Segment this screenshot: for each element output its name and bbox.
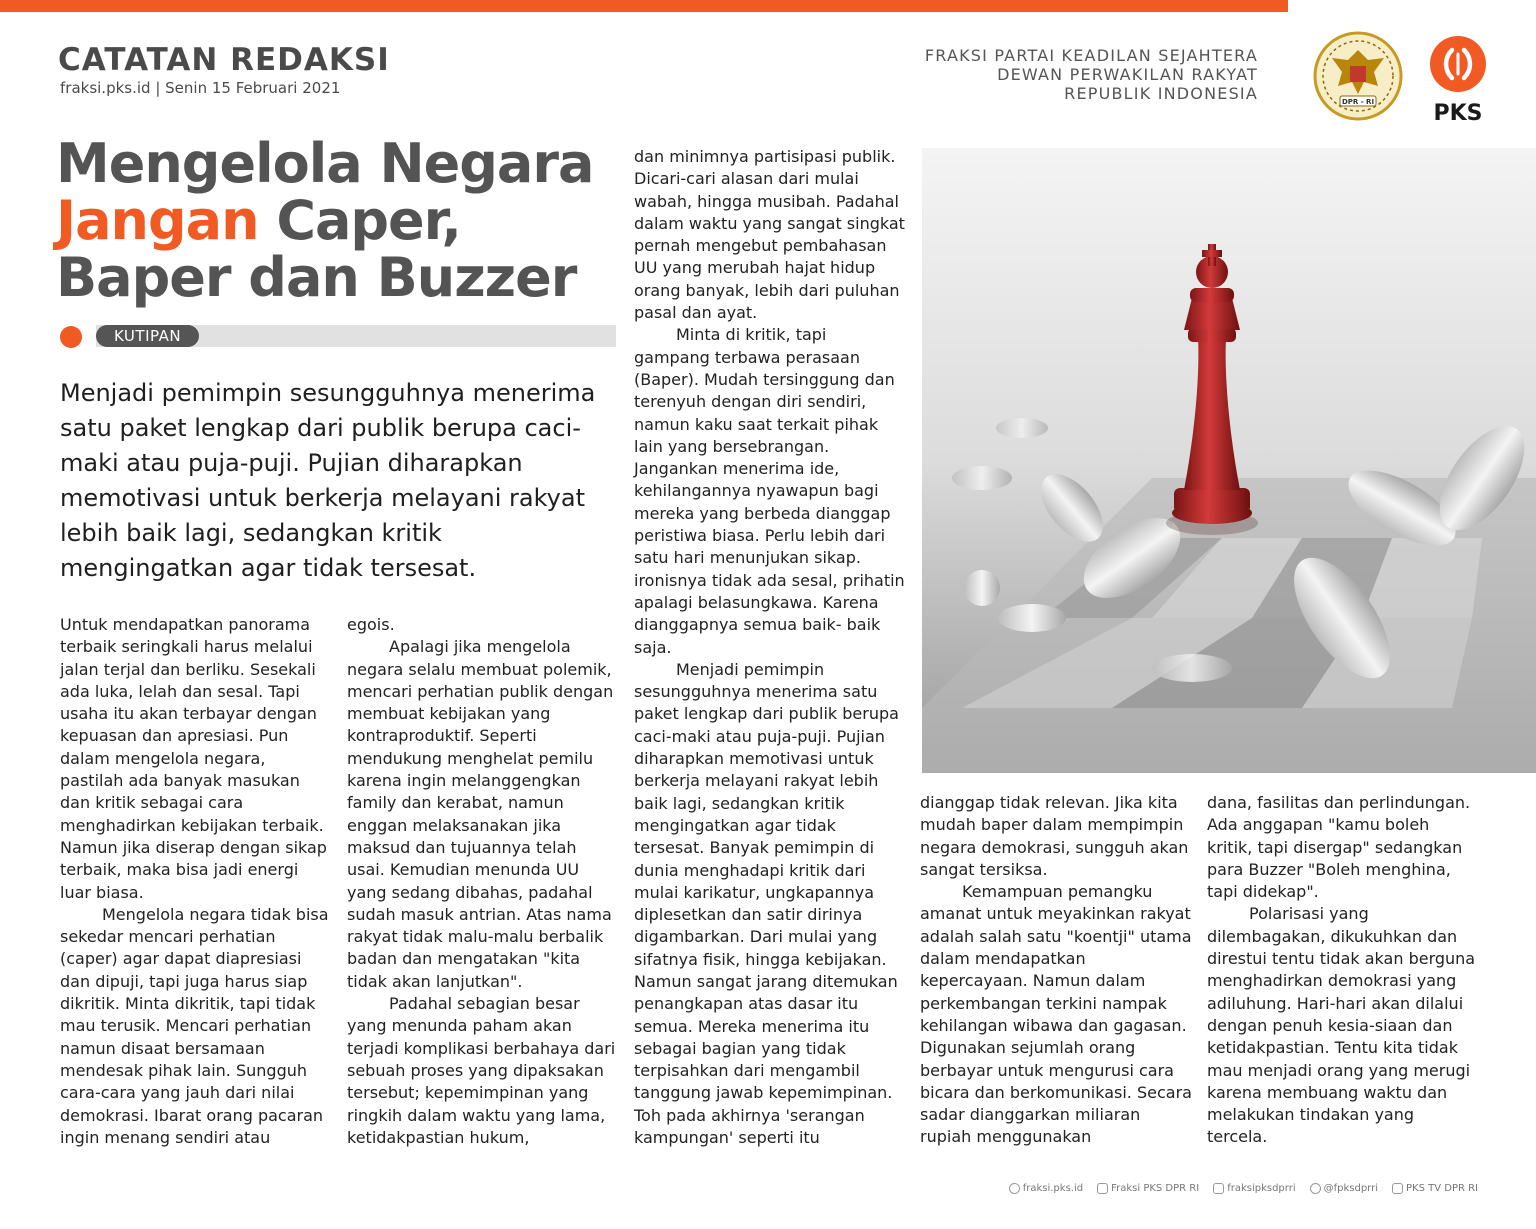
facebook-icon xyxy=(1097,1183,1108,1194)
section-title: CATATAN REDAKSI xyxy=(58,42,390,78)
paragraph: Apalagi jika mengelola negara selalu membuat polemik, mencari perhatian publik dengan membuat kebijakan yang kontraproduktif. Seperti mendukung menghelat pemilu karena ingin melanggengkan family dan kerabat, namun enggan melaksanakan jika maksud dan tujuannya telah usai. Kemudian menunda UU yang sedang dibahas, padahal sudah masuk antrian. Atas nama rakyat tidak malu-malu berbalik badan dan mengatakan "kita tidak akan lanjutkan". xyxy=(347,637,614,991)
globe-icon xyxy=(1009,1183,1020,1194)
body-column-5 xyxy=(1207,792,1479,1149)
paragraph: Mengelola negara tidak bisa sekedar mencari perhatian (caper) agar dapat diapresiasi dan dipuji, tapi juga harus siap dikritik. Minta dikritik, tapi tidak mau terusik. Mencari perhatian namun disaat bersamaan mendesak pihak lain. Sungguh cara-cara yang jauh dari nilai demokrasi. Ibarat orang pacaran ingin menang sendiri atau xyxy=(60,904,329,1147)
social-footer xyxy=(1009,1183,1478,1194)
instagram-icon xyxy=(1213,1183,1224,1194)
footer-website[interactable] xyxy=(1009,1183,1083,1194)
headline-line-3: Baper dan Buzzer xyxy=(56,246,577,309)
paragraph: egois. xyxy=(347,615,395,634)
pks-logo xyxy=(1424,34,1494,124)
footer-twitter[interactable] xyxy=(1310,1183,1378,1194)
org-line: FRAKSI PARTAI KEADILAN SEJAHTERA xyxy=(924,46,1258,65)
paragraph: Padahal sebagian besar yang menunda paham akan terjadi komplikasi berbahaya dari sebuah proses yang dipaksakan tersebut; kepemimpinan yang ringkih dalam waktu yang lama, ketidakpastian hukum, xyxy=(347,994,616,1147)
paragraph: Minta di kritik, tapi gampang terbawa perasaan (Baper). Mudah tersinggung dan terenyuh dengan diri sendiri, namun kaku saat terkait pihak lain yang bersebrangan. Jangankan menerima ide, kehilangannya nyawapun bagi mereka yang berbeda dianggap peristiwa biasa. Perlu lebih dari satu hari menunjukan sikap. ironisnya tidak ada sesal, prihatin apalagi belasungkawa. Karena dianggapnya semua baik- baik saja. xyxy=(634,325,905,657)
footer-website-label: fraksi.pks.id xyxy=(1022,1183,1084,1194)
pks-logo-text: PKS xyxy=(1433,101,1483,124)
footer-youtube[interactable] xyxy=(1392,1183,1478,1194)
body-column-4 xyxy=(920,792,1192,1149)
dpr-ri-emblem-logo xyxy=(1312,30,1404,122)
footer-twitter-label: @fpksdprri xyxy=(1323,1183,1378,1194)
kutipan-label: KUTIPAN xyxy=(96,325,199,347)
youtube-icon xyxy=(1392,1183,1403,1194)
headline xyxy=(56,132,594,309)
paragraph: Polarisasi yang dilembagakan, dikukuhkan dan direstui tentu tidak akan berguna menghadirkan demokrasi yang adiluhung. Hari-hari akan dilalui dengan penuh kesia-siaan dan ketidakpastian. Tentu kita tidak mau menjadi orang yang merugi karena membuang waktu dan melakukan tindakan yang tercela. xyxy=(1207,904,1476,1147)
body-column-1 xyxy=(60,614,332,1149)
footer-facebook[interactable] xyxy=(1097,1183,1199,1194)
body-column-3 xyxy=(634,146,906,1149)
paragraph: Menjadi pemimpin sesungguhnya menerima satu paket lengkap dari publik berupa caci-maki atau puja-puji. Pujian diharapkan memotivasi untuk berkerja melayani rakyat lebih baik lagi, sedangkan kritik mengingatkan agar tidak tersesat. Banyak pemimpin di dunia menghadapi kritik dari mulai karikatur, ungkapannya diplesetkan dan satir dirinya digambarkan. Dari mulai yang sifatnya fisik, hingga kebijakan. Namun sangat jarang ditemukan penangkapan atas dasar itu semua. Mereka menerima itu sebagai bagian yang tidak terpisahkan dari mengambil tanggung jawab kepemimpinan. Toh pada akhirnya 'serangan kampungan' seperti itu xyxy=(634,659,899,1148)
paragraph: dianggap tidak relevan. Jika kita mudah baper dalam mempimpin negara demokrasi, sungguh akan sangat tersiksa. xyxy=(920,793,1189,879)
footer-instagram-label: fraksipksdprri xyxy=(1227,1183,1296,1194)
footer-facebook-label: Fraksi PKS DPR RI xyxy=(1111,1183,1200,1194)
organization-name xyxy=(925,46,1258,103)
twitter-icon xyxy=(1310,1183,1321,1194)
paragraph: Untuk mendapatkan panorama terbaik seringkali harus melalui jalan terjal dan berliku. Sesekali ada luka, lelah dan sesal. Tapi usaha itu akan terbayar dengan kepuasan dan apresiasi. Pun dalam mengelola negara, pastilah ada banyak masukan dan kritik sebagai cara menghadirkan kebijakan terbaik. Namun jika diserap dengan sikap terbaik, maka bisa jadi energi luar biasa. xyxy=(60,615,327,902)
headline-line-2-rest: Caper, xyxy=(258,189,461,252)
dateline: fraksi.pks.id | Senin 15 Februari 2021 xyxy=(60,79,341,97)
paragraph: dan minimnya partisipasi publik. Dicari-cari alasan dari mulai wabah, hingga musibah. Padahal dalam waktu yang sangat singkat pernah mengebut pembahasan UU yang merubah hajat hidup orang banyak, lebih dari puluhan pasal dan ayat. xyxy=(634,147,905,323)
headline-line-2 xyxy=(56,189,593,252)
headline-line-1: Mengelola Negara xyxy=(56,132,594,195)
chess-king-photo xyxy=(922,148,1536,773)
org-line: DEWAN PERWAKILAN RAKYAT xyxy=(997,65,1258,84)
footer-instagram[interactable] xyxy=(1213,1183,1295,1194)
paragraph: dana, fasilitas dan perlindungan. Ada anggapan "kamu boleh kritik, tapi disergap" sedangkan para Buzzer "Boleh menghina, tapi didekap". xyxy=(1207,793,1471,902)
org-line: REPUBLIK INDONESIA xyxy=(1064,84,1258,103)
footer-youtube-label: PKS TV DPR RI xyxy=(1406,1183,1478,1194)
kutipan-bullet-icon xyxy=(60,326,82,348)
body-column-2 xyxy=(347,614,619,1149)
dpr-logo-text: DPR - RI xyxy=(1341,98,1375,106)
top-accent-bar xyxy=(0,0,1288,12)
lead-quote: Menjadi pemimpin sesungguhnya menerima satu paket lengkap dari publik berupa caci-maki atau puja-puji. Pujian diharapkan memotivasi untuk berkerja melayani rakyat lebih baik lagi, sedangkan kritik mengingatkan agar tidak tersesat. xyxy=(60,379,596,582)
headline-highlight-word: Jangan xyxy=(56,189,259,252)
paragraph: Kemampuan pemangku amanat untuk meyakinkan rakyat adalah salah satu "koentji" utama dalam mendapatkan kepercayaan. Namun dalam perkembangan terkini nampak kehilangan wibawa dan gagasan. Digunakan sejumlah orang berbayar untuk mengurusi cara bicara dan berkomunikasi. Secara sadar dianggarkan miliaran rupiah menggunakan xyxy=(920,882,1192,1147)
